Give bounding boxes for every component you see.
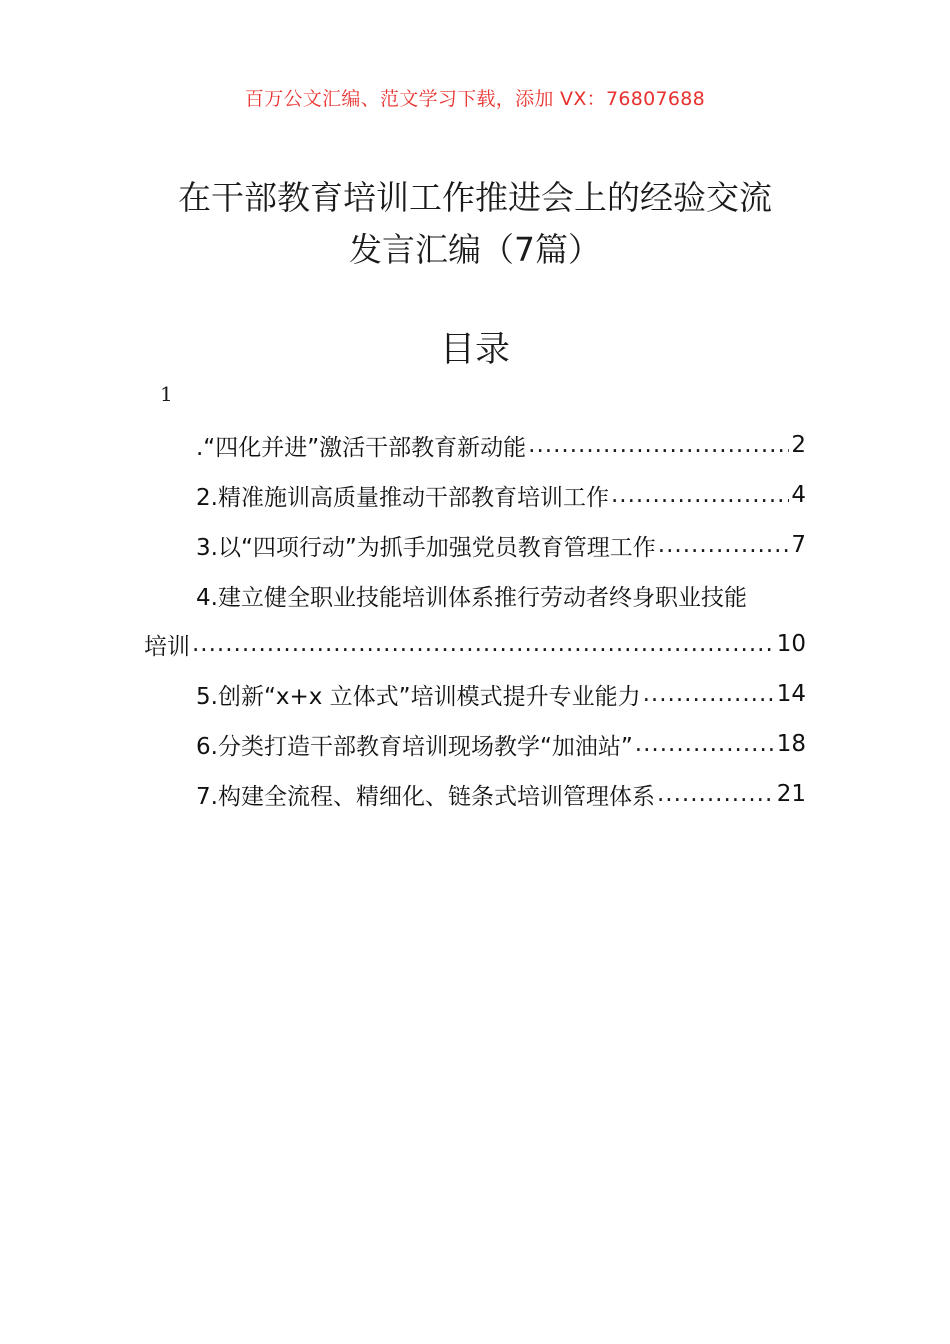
toc-leader-dots [635, 731, 775, 757]
toc-entry-page: 4 [791, 482, 806, 508]
toc-entry-1[interactable] [196, 420, 806, 470]
toc-entry-6[interactable] [196, 719, 806, 769]
toc-entry-page: 2 [791, 432, 806, 458]
toc-entry-5[interactable] [196, 669, 806, 719]
toc-entry-page: 18 [776, 731, 806, 757]
toc-entry-2[interactable] [196, 470, 806, 520]
toc-leader-dots [657, 781, 775, 807]
toc-entry-4[interactable] [196, 570, 816, 620]
toc-entry-page: 14 [776, 681, 806, 707]
toc-entry-title: 3.以“四项行动”为抓手加强党员教育管理工作 [196, 534, 656, 561]
toc-entry-title: 5.创新“x+x 立体式”培训模式提升专业能力 [196, 683, 641, 710]
toc-entry-title: 6.分类打造干部教育培训现场教学“加油站” [196, 733, 633, 760]
toc-entry-3[interactable] [196, 520, 806, 570]
toc-leader-dots [658, 532, 790, 558]
toc-entry-4-continuation[interactable] [144, 619, 806, 669]
toc-heading: 目录 [439, 330, 510, 370]
toc-entry-title: 4.建立健全职业技能培训体系推行劳动者终身职业技能 [196, 584, 747, 611]
title-line-2: 发言汇编（7篇） [349, 230, 601, 269]
header-note: 百万公文汇编、范文学习下载，添加 VX：76807688 [244, 88, 706, 110]
toc-leader-dots [528, 432, 789, 458]
toc-entry-title: 7.构建全流程、精细化、链条式培训管理体系 [196, 783, 655, 810]
toc-entry-title: 2.精准施训高质量推动干部教育培训工作 [196, 484, 609, 511]
toc-entry-page: 7 [791, 532, 806, 558]
stray-page-mark: 1 [160, 382, 173, 406]
toc-entry-title: .“四化并进”激活干部教育新动能 [196, 434, 527, 461]
toc-leader-dots [192, 631, 775, 657]
toc-entry-page: 21 [776, 781, 806, 807]
toc-leader-dots [611, 482, 789, 508]
toc-entry-7[interactable] [196, 769, 806, 819]
toc-leader-dots [643, 681, 775, 707]
title-line-1: 在干部教育培训工作推进会上的经验交流 [178, 178, 772, 217]
toc-entry-title-continued: 培训 [144, 633, 190, 660]
document-title [0, 172, 950, 276]
toc-entry-page: 10 [776, 631, 806, 657]
